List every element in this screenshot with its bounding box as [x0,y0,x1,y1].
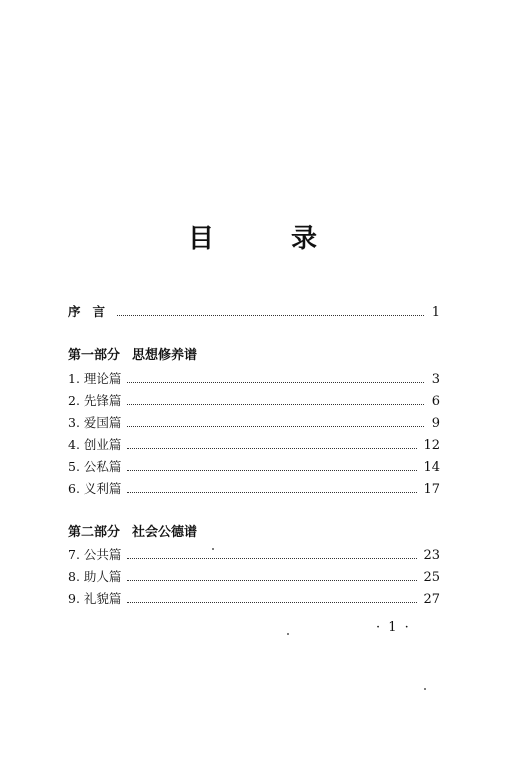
section-header-part-1 [68,344,197,363]
leader-dots [127,448,417,449]
toc-label: 序言 [68,304,118,319]
toc-row [68,367,440,387]
toc-row [68,433,440,453]
toc-page-number: 12 [423,438,440,453]
toc-label: 4. 创业篇 [68,437,122,452]
leader-dots [127,580,417,581]
toc-label: 1. 理论篇 [68,371,122,386]
toc-row [68,455,440,475]
toc-row [68,565,440,585]
toc-row [68,389,440,409]
toc-page-number: 3 [431,372,440,387]
toc-row [68,543,440,563]
toc-label: 7. 公共篇 [68,547,122,562]
section-name: 思想修养谱 [132,348,198,363]
toc-page-number: 14 [423,460,440,475]
leader-dots [127,426,424,427]
section-part: 第一部分 [68,348,121,363]
toc-page-number: 27 [423,592,440,607]
toc-row [68,587,440,607]
page-title: 目 录 [187,224,352,254]
footer-page-number: · 1 · [376,620,411,635]
leader-dots [127,404,424,405]
leader-dots [127,558,417,559]
section-name: 社会公德谱 [132,525,198,540]
scan-speck [287,633,289,635]
scan-speck [424,688,426,690]
toc-label: 6. 义利篇 [68,481,122,496]
toc-row [68,477,440,497]
toc-page-number: 6 [431,394,440,409]
toc-label: 9. 礼貌篇 [68,591,122,606]
scan-speck [212,548,214,550]
leader-dots [127,602,417,603]
leader-dots [117,315,424,316]
toc-row [68,411,440,431]
toc-label: 5. 公私篇 [68,459,122,474]
toc-page-number: 9 [431,416,440,431]
leader-dots [127,382,424,383]
toc-label: 2. 先锋篇 [68,393,122,408]
toc-page-number: 23 [423,548,440,563]
toc-page-number: 1 [431,305,440,320]
toc-label: 3. 爱国篇 [68,415,122,430]
section-part: 第二部分 [68,525,121,540]
toc-page-number: 17 [423,482,440,497]
leader-dots [127,470,417,471]
section-header-part-2 [68,521,197,540]
toc-page-number: 25 [423,570,440,585]
leader-dots [127,492,417,493]
toc-row-preface [68,300,440,320]
toc-label: 8. 助人篇 [68,569,122,584]
